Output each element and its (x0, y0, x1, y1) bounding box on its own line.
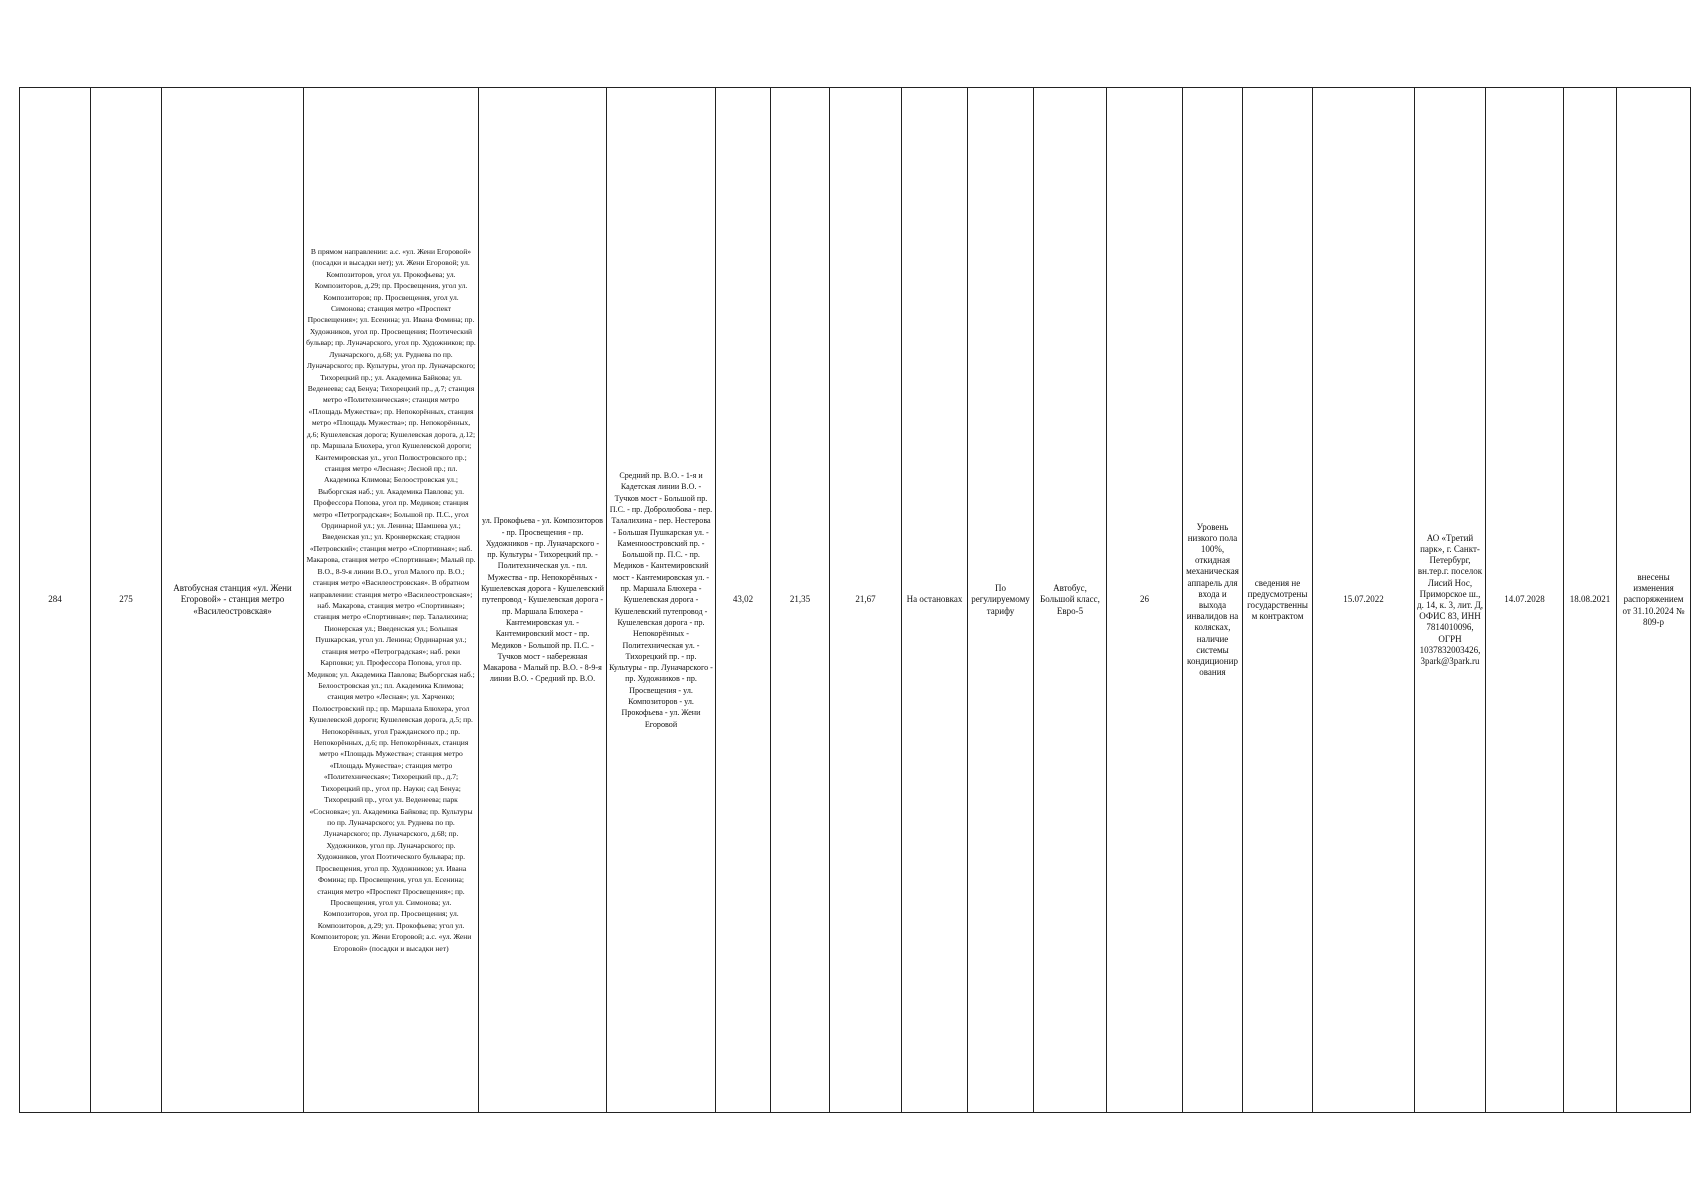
route-register-table (19, 87, 1691, 1113)
registration-date: 18.08.2021 (1564, 88, 1617, 1113)
vehicle-class: Автобус, Большой класс, Евро-5 (1034, 88, 1107, 1113)
changes-note: внесены изменения распоряжением от 31.10.2024 № 809-р (1617, 88, 1691, 1113)
streets-backward: Средний пр. В.О. - 1-я и Кадетская линии В.О. - Тучков мост - Большой пр. П.С. - пр. Добролюбова - пер. Талалихина - пер. Нестерова - Большая Пушкарская ул. - Каменноостровский пр. - Большой пр. П.С. - пр. Медиков - Кантемировский мост - Кантемировская ул. - пр. Маршала Блюхера - Кушелевская дорога - Кушелевский путепровод - Кушелевская дорога - пр. Непокорённых - Политехническая ул. - Тихорецкий пр. - пр. Культуры - пр. Луначарского - пр. Художников - пр. Просвещения - ул. Композиторов - ул. Прокофьева - ул. Жени Егоровой (607, 88, 716, 1113)
length-forward: 21,35 (771, 88, 830, 1113)
route-name: Автобусная станция «ул. Жени Егоровой» - станция метро «Василеостровская» (162, 88, 304, 1113)
streets-forward: ул. Прокофьева - ул. Композиторов - пр. Просвещения - пр. Художников - пр. Луначарского - пр. Культуры - Тихорецкий пр. - Политехническая ул. - пл. Мужества - пр. Непокорённых - Кушелевская дорога - Кушелевский путепровод - Кушелевская дорога - пр. Маршала Блюхера - Кантемировская ул. - Кантемировский мост - пр. Медиков - Большой пр. П.С. - Тучков мост - набережная Макарова - Малый пр. В.О. - 8-9-я линии В.О. - Средний пр. В.О. (479, 88, 607, 1113)
stop-order: На остановках (902, 88, 968, 1113)
table-row (20, 88, 1691, 1113)
tariff-type: По регулируемому тарифу (968, 88, 1034, 1113)
stops-list: В прямом направлении: а.с. «ул. Жени Егоровой» (посадки и высадки нет); ул. Жени Егоровой; ул. Композиторов, угол ул. Прокофьева; ул. Композиторов, д.29; пр. Просвещения, угол ул. Композиторов; пр. Просвещения, угол ул. Симонова; станция метро «Проспект Просвещения»; ул. Есенина; ул. Ивана Фомина; пр. Художников, угол пр. Просвещения; Поэтический бульвар; пр. Луначарского, угол пр. Художников; пр. Луначарского, д.68; ул. Руднева по пр. Луначарского; пр. Культуры, угол пр. Луначарского; Тихорецкий пр.; ул. Академика Байкова; ул. Веденеева; сад Бенуа; Тихорецкий пр., д.7; станция метро «Политехническая»; станция метро «Площадь Мужества»; пр. Непокорённых, станция метро «Площадь Мужества»; пр. Непокорённых, д.6; Кушелевская дорога; Кушелевская дорога, д.12; пр. Маршала Блюхера, угол Кушелевской дороги; Кантемировская ул., угол Полюстровского пр.; станция метро «Лесная»; Лесной пр.; пл. Академика Климова; Белоостровская ул.; Выборгская наб.; ул. Академика Павлова; ул. Профессора Попова, угол пр. Медиков; станция метро «Петроградская»; Большой пр. П.С., угол Ординарной ул.; ул. Ленина; Шамшева ул.; Введенская ул.; ул. Кронверкская; стадион «Петровский»; станция метро «Спортивная»; наб. Макарова, станция метро «Спортивная»; Малый пр. В.О., 8-9-я линии В.О., угол Малого пр. В.О.; станция метро «Василеостровская». В обратном направлении: станция метро «Василеостровская»; наб. Макарова, станция метро «Спортивная»; станция метро «Спортивная»; пер. Талалихина; Пионерская ул.; Введенская ул.; Большая Пушкарская, угол ул. Ленина; Ординарная ул.; станция метро «Петроградская»; наб. реки Карповки; ул. Профессора Попова, угол пр. Медиков; ул. Академика Павлова; Выборгская наб.; Белоостровская ул.; пл. Академика Климова; станция метро «Лесная»; ул. Харченко; Полюстровский пр.; пр. Маршала Блюхера, угол Кушелевской дороги; Кушелевская дорога, д.5; пр. Непокорённых, угол Гражданского пр.; пр. Непокорённых, д.6; пр. Непокорённых, станция метро «Площадь Мужества»; станция метро «Площадь Мужества»; станция метро «Политехническая»; Тихорецкий пр., д.7; Тихорецкий пр., угол пр. Науки; сад Бенуа; Тихорецкий пр., угол ул. Веденеева; парк «Сосновка»; ул. Академика Байкова; пр. Культуры по пр. Луначарского; ул. Руднева по пр. Луначарского; пр. Луначарского, д.68; пр. Художников, угол пр. Луначарского; пр. Художников, угол Поэтического бульвара; пр. Просвещения, угол пр. Художников; ул. Ивана Фомина; пр. Просвещения, угол ул. Есенина; станция метро «Проспект Просвещения»; пр. Просвещения, угол ул. Симонова; ул. Композиторов, угол пр. Просвещения; ул. Композиторов, д.29; ул. Прокофьева; угол ул. Композиторов; ул. Жени Егоровой; а.с. «ул. Жени Егоровой» (посадки и высадки нет) (304, 88, 479, 1113)
row-number: 284 (20, 88, 91, 1113)
vehicle-count: 26 (1107, 88, 1183, 1113)
start-date: 15.07.2022 (1313, 88, 1415, 1113)
contract-info: сведения не предусмотрены государственным контрактом (1243, 88, 1313, 1113)
carrier-info: АО «Третий парк», г. Санкт-Петербург, вн.тер.г. поселок Лисий Нос, Приморское ш., д. 14, к. 3, лит. Д, ОФИС 83, ИНН 7814010096, ОГРН 1037832003426, 3park@3park.ru (1415, 88, 1486, 1113)
vehicle-characteristics: Уровень низкого пола 100%, откидная механическая аппарель для входа и выхода инвалидов на колясках, наличие системы кондиционирования (1183, 88, 1243, 1113)
contract-end-date: 14.07.2028 (1486, 88, 1564, 1113)
length-total: 43,02 (716, 88, 771, 1113)
length-backward: 21,67 (830, 88, 902, 1113)
route-number: 275 (91, 88, 162, 1113)
